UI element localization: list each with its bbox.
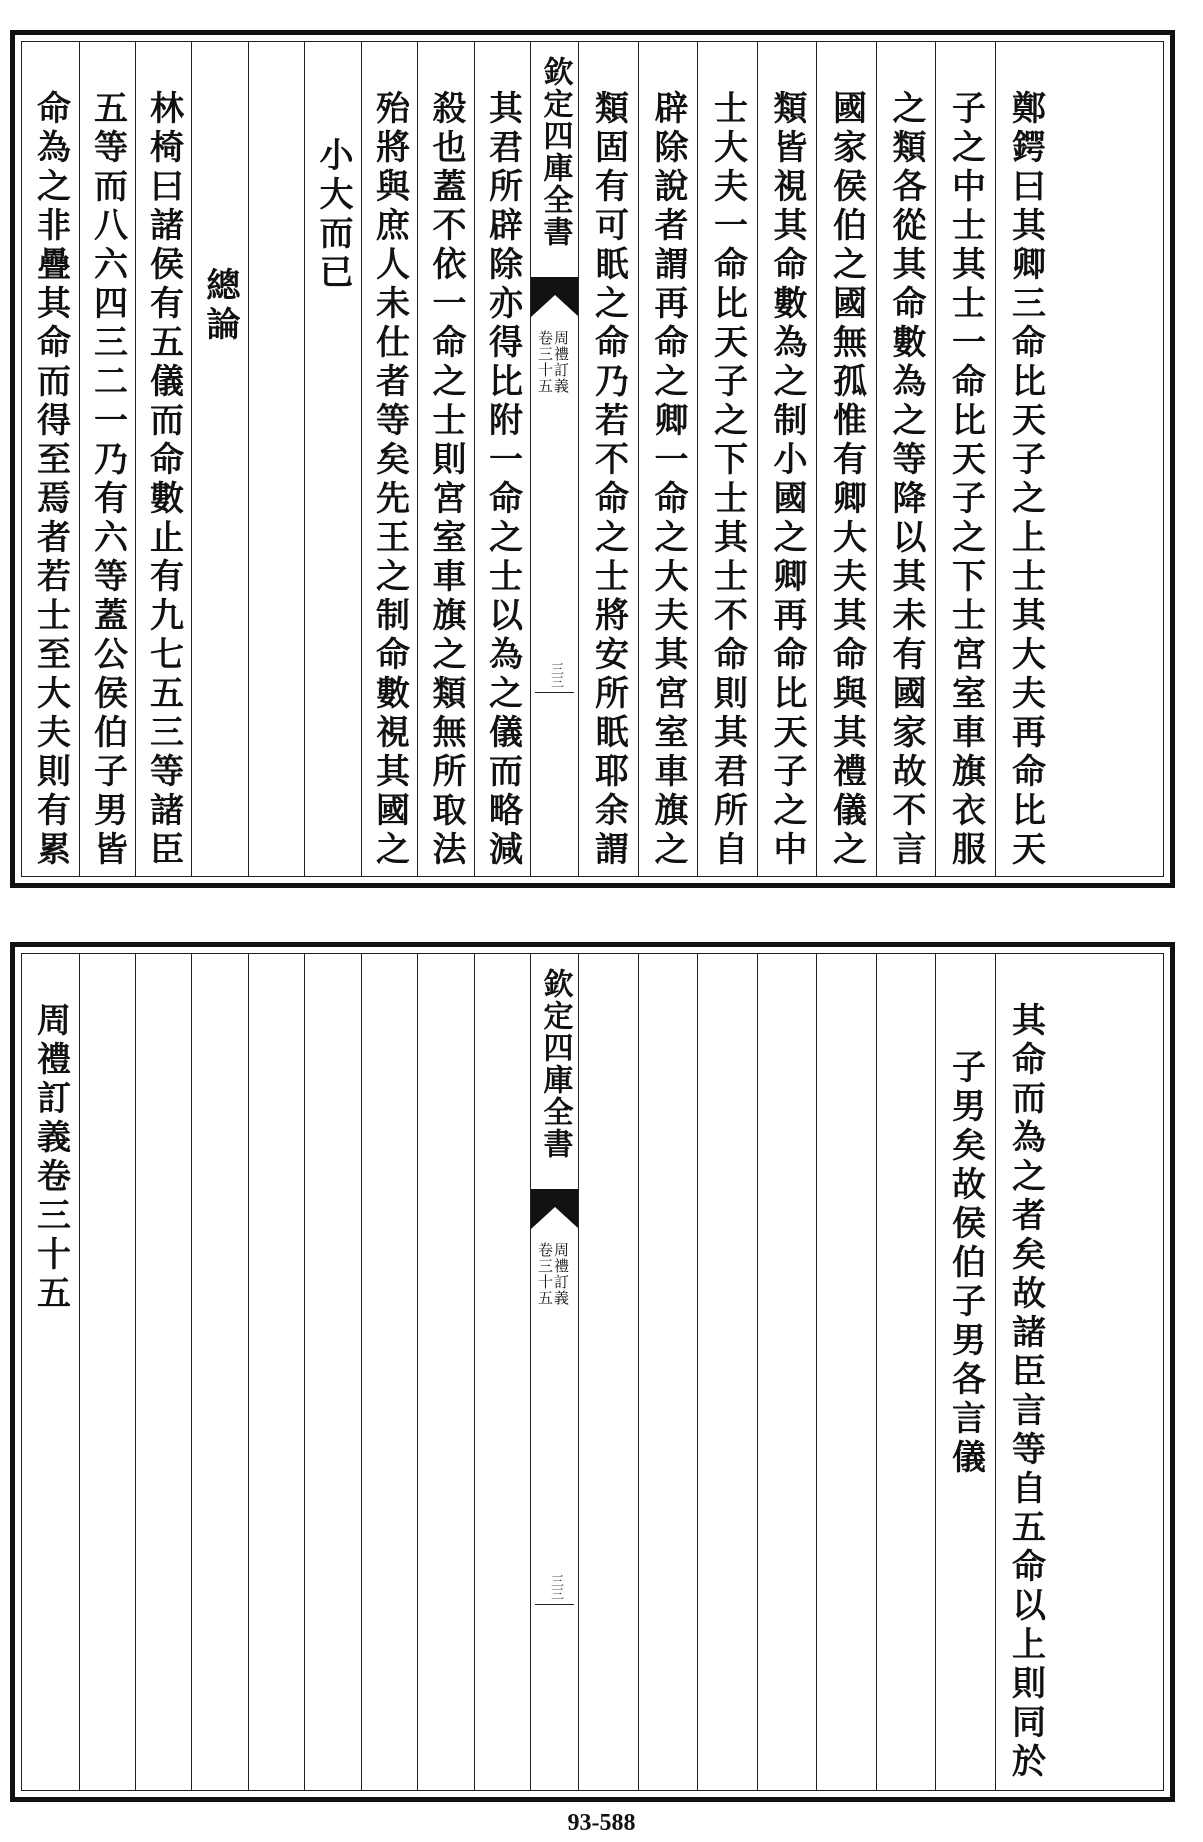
text-column (22, 42, 79, 876)
section-heading: 總論 (200, 267, 240, 345)
column-text: 林椅曰諸侯有五儀而命數止有九七五三等諸臣 (143, 90, 184, 870)
text-column (697, 954, 757, 1790)
column-text: 殆將與庶人未仕者等矣先王之制命數視其國之 (369, 90, 410, 870)
page-number: 三三 (548, 662, 563, 688)
center-rule (535, 692, 574, 693)
center-fold-column (530, 954, 578, 1790)
column-text: 士大夫一命比天子之下士其士不命則其君所自 (707, 90, 748, 870)
text-column (578, 42, 638, 876)
text-column (79, 954, 135, 1790)
top-page-frame (21, 41, 1164, 877)
page-footer-number: 93-588 (567, 1810, 636, 1836)
column-text: 類固有可眂之命乃若不命之士將安所眂耶余謂 (588, 90, 629, 870)
text-column (191, 42, 248, 876)
text-column (816, 954, 876, 1790)
column-text: 命為之非疊其命而得至焉者若士至大夫則有累 (30, 90, 71, 870)
column-text: 類皆視其命數為之制小國之卿再命比天子之中 (767, 90, 807, 870)
text-column (417, 954, 474, 1790)
column-text: 五等而八六四三二一乃有六等蓋公侯伯子男皆 (87, 90, 128, 870)
text-column (304, 954, 361, 1790)
text-column (191, 954, 248, 1790)
text-column (578, 954, 638, 1790)
text-column (248, 954, 304, 1790)
page-number: 三三 (548, 1574, 563, 1600)
text-column (816, 42, 876, 876)
text-column (474, 954, 530, 1790)
bottom-page-panel (10, 942, 1175, 1802)
text-column (135, 42, 191, 876)
center-rule (535, 1604, 574, 1605)
fish-tail-mark-icon (531, 277, 579, 317)
text-column (876, 42, 935, 876)
text-column (304, 42, 361, 876)
text-column (135, 954, 191, 1790)
column-text: 鄭鍔曰其卿三命比天子之上士其大夫再命比天 (1005, 90, 1046, 870)
column-text: 小大而已 (313, 137, 353, 293)
volume-end-title: 周禮訂義卷三十五 (30, 1002, 71, 1314)
book-title: 欽定四庫全書 (537, 56, 573, 248)
text-column (79, 42, 135, 876)
column-text: 國家侯伯之國無孤惟有卿大夫其命與其禮儀之 (826, 90, 867, 870)
volume-number: 卷三十五 (536, 1242, 554, 1306)
center-fold-column (530, 42, 578, 876)
text-column (22, 954, 79, 1790)
text-column (697, 42, 757, 876)
column-text: 辟除說者謂再命之卿一命之大夫其宮室車旗之 (648, 90, 688, 870)
text-column (995, 954, 1055, 1790)
text-column (248, 42, 304, 876)
text-column (876, 954, 935, 1790)
text-column (474, 42, 530, 876)
column-text: 之類各從其命數為之等降以其未有國家故不言 (886, 90, 926, 870)
text-column (935, 42, 995, 876)
text-column (638, 954, 697, 1790)
text-column (757, 954, 816, 1790)
text-column (995, 42, 1055, 876)
text-column (361, 954, 417, 1790)
text-column (757, 42, 816, 876)
text-column (417, 42, 474, 876)
column-text: 其君所辟除亦得比附一命之士以為之儀而略減 (482, 90, 523, 870)
volume-number: 卷三十五 (536, 330, 554, 394)
column-text: 子之中士其士一命比天子之下士宮室車旗衣服 (945, 90, 986, 870)
text-column (361, 42, 417, 876)
text-column (638, 42, 697, 876)
column-text: 其命而為之者矣故諸臣言等自五命以上則同於 (1005, 1002, 1046, 1782)
column-text: 殺也蓋不依一命之士則宮室車旗之類無所取法 (426, 90, 466, 870)
top-page-panel (10, 30, 1175, 888)
column-text: 子男矣故侯伯子男各言儀 (945, 1049, 986, 1478)
bottom-page-frame (21, 953, 1164, 1791)
fish-tail-mark-icon (531, 1189, 579, 1229)
book-name: 周禮訂義 (552, 330, 570, 394)
book-title: 欽定四庫全書 (537, 968, 573, 1160)
book-name: 周禮訂義 (552, 1242, 570, 1306)
text-column (935, 954, 995, 1790)
